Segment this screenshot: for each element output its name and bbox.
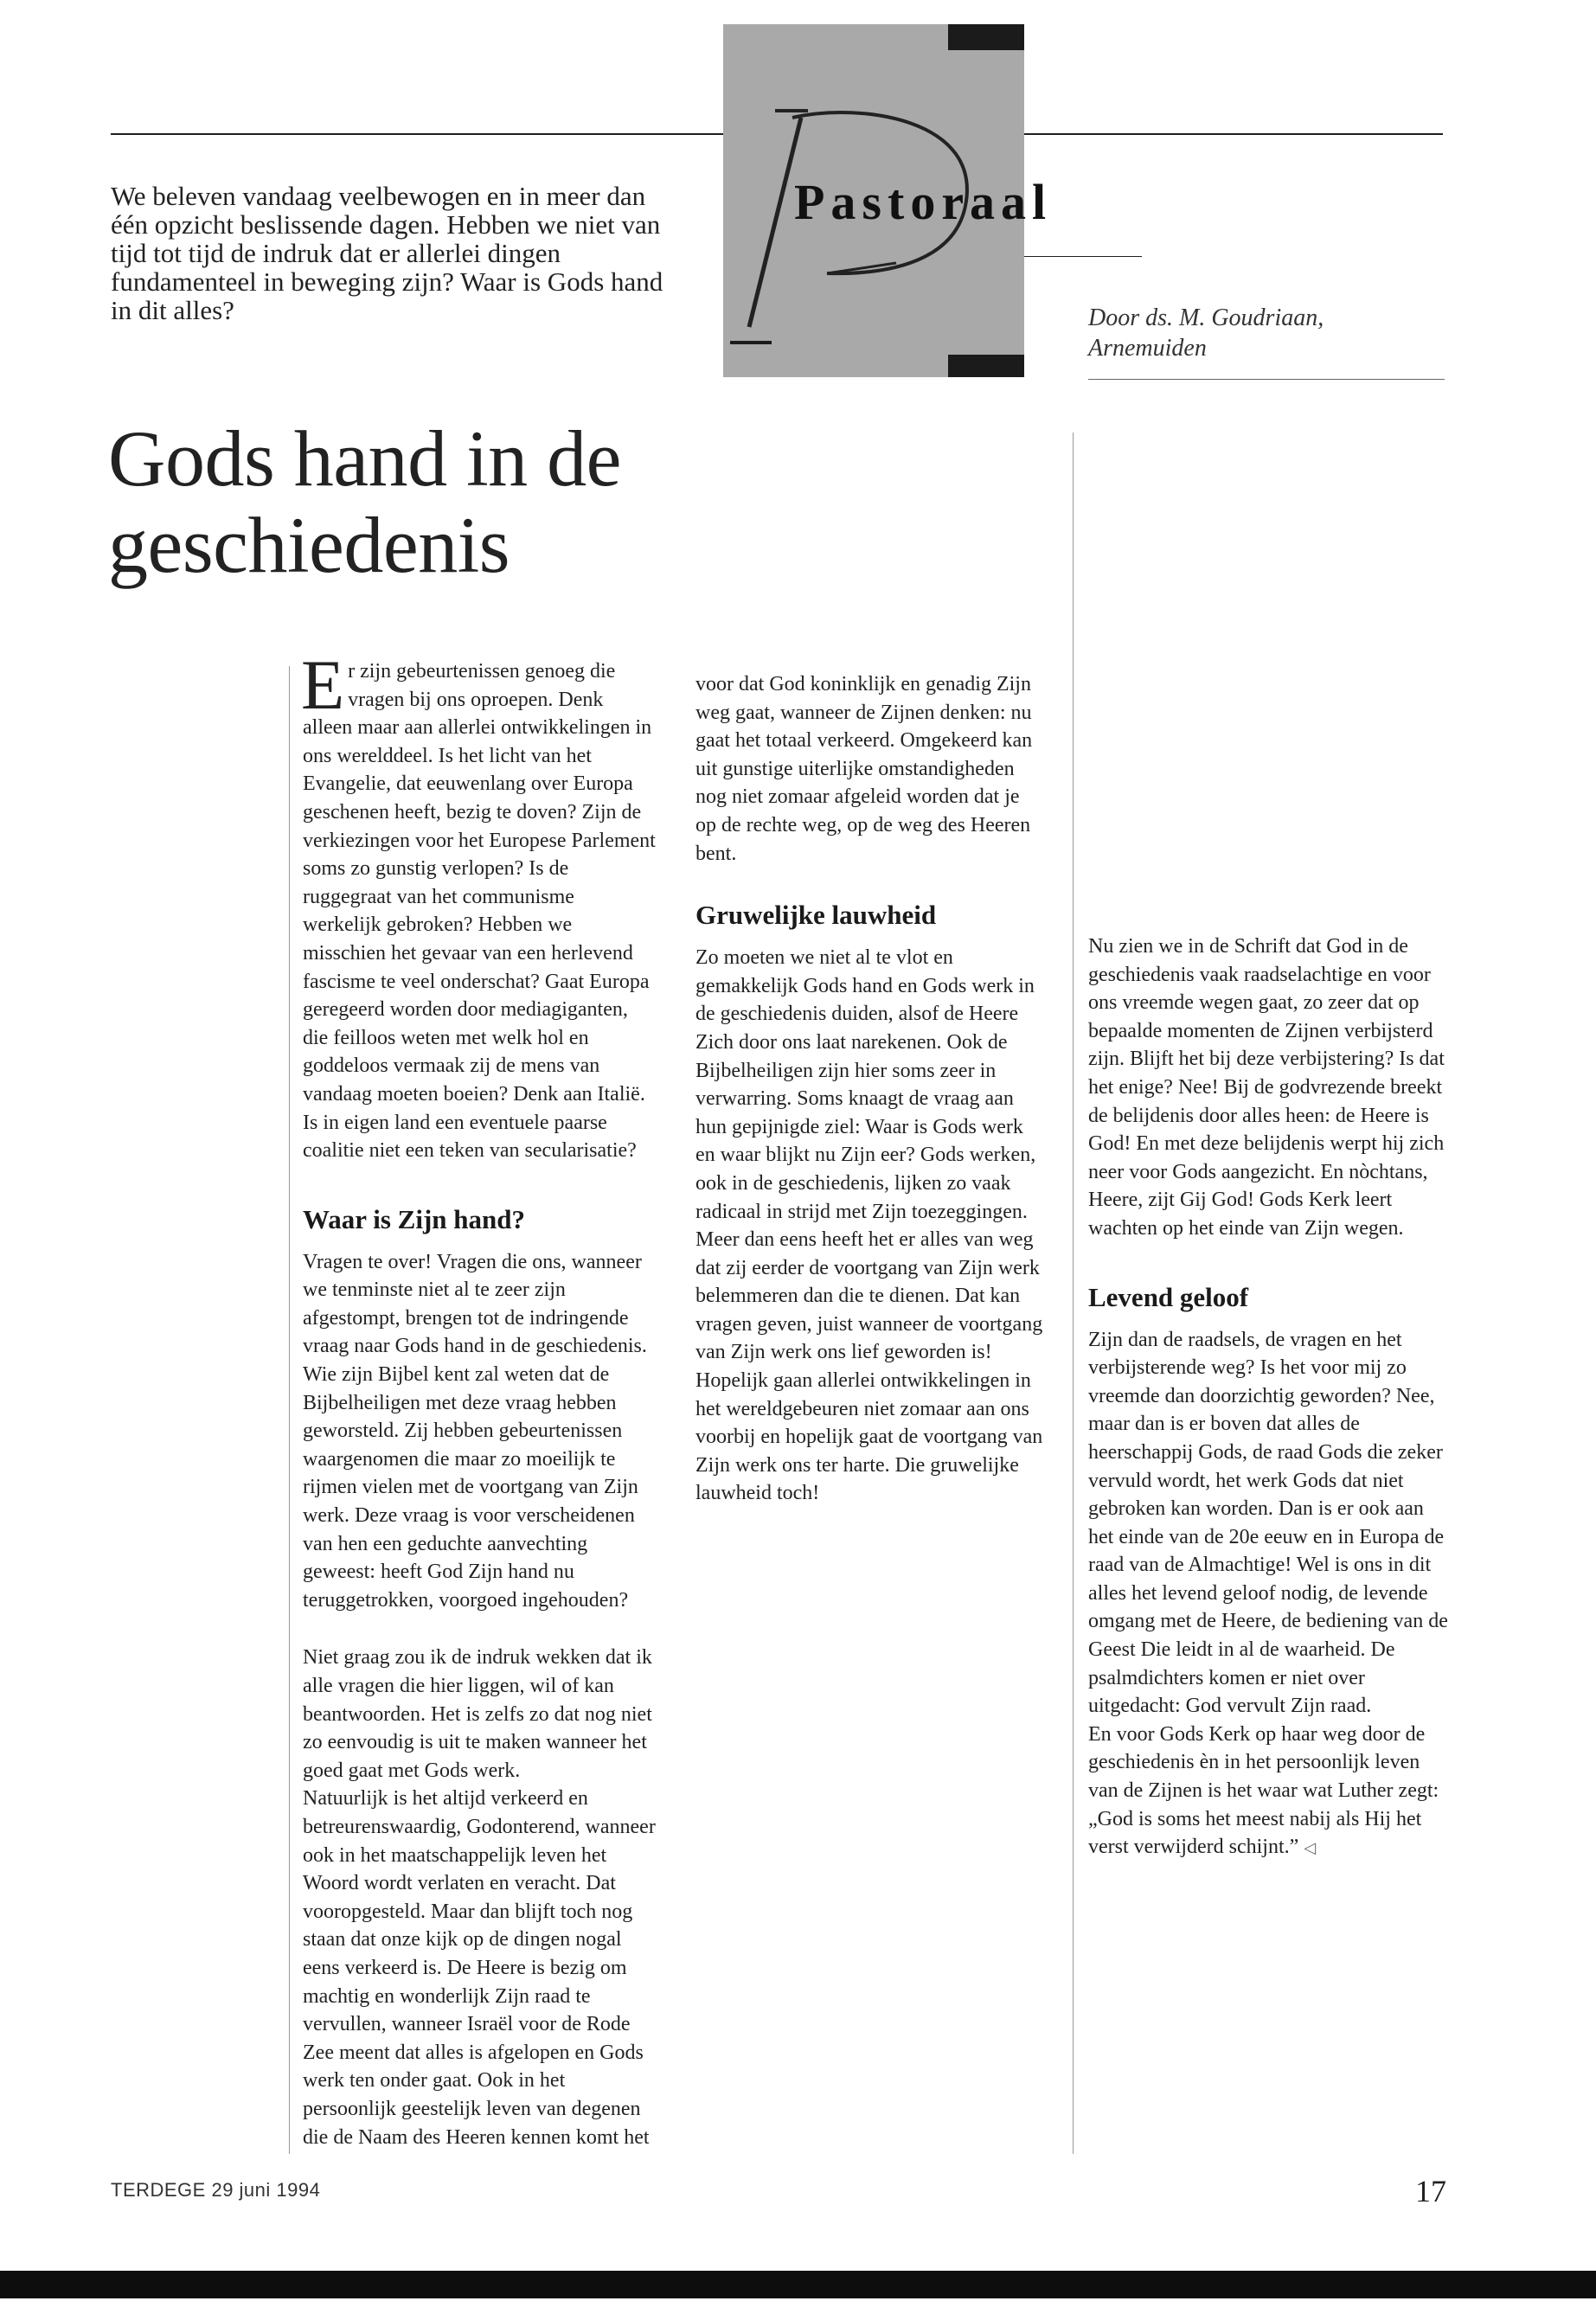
paragraph-4-continued: voor dat God koninklijk en genadig Zijn weg gaat, wanneer de Zijnen denken: nu gaat het totaal verkeerd. Omgekeerd kan uit gunstige uiterlijke omstandigheden nog niet zomaar afgeleid worden dat je op de rechte weg, op de weg des Heeren bent. — [695, 673, 1033, 865]
paragraph-3: Niet graag zou ik de indruk wekken dat ik alle vragen die hier liggen, wil of kan beantwoorden. Het is zelfs zo dat nog niet zo eenvoudig is uit te maken wanneer het goed gaat met Gods werk. — [303, 1646, 652, 1782]
page-number: 17 — [1415, 2174, 1446, 2208]
byline-author: Door ds. M. Goudriaan, — [1088, 304, 1324, 331]
footer-publication: TERDEGE 29 juni 1994 — [111, 2179, 321, 2201]
column-rule-2 — [1073, 433, 1074, 2154]
paragraph-2: Vragen te over! Vragen die ons, wanneer we tenminste niet al te zeer zijn afgestompt, brengen tot de indringende vraag naar Gods hand in de geschiedenis. Wie zijn Bijbel kent zal weten dat de Bijbelheiligen met deze vraag hebben geworsteld. Zij hebben gebeurtenissen waargenomen die maar zo moeilijk te rijmen vielen met de voortgang van Zijn werk. Deze vraag is voor verscheidenen van hen een geduchte aanvechting geweest: heeft God Zijn hand nu teruggetrokken, voorgoed ingehouden? — [303, 1250, 647, 1612]
byline — [1088, 303, 1452, 363]
article-title — [108, 415, 731, 588]
subheading-waar: Waar is Zijn hand? — [303, 1203, 525, 1234]
column-2 — [695, 899, 1043, 1508]
title-line-1: Gods hand in de — [108, 414, 621, 503]
column-1 — [301, 645, 657, 2151]
column-rule-1 — [289, 666, 290, 2154]
paragraph-4: Natuurlijk is het altijd verkeerd en betreurenswaardig, Godonterend, wanneer ook in het maatschappelijk leven het Woord wordt verlaten en veracht. Dat vooropgesteld. Maar dan blijft toch nog staan dat onze kijk op de dingen nogal eens verkeerd is. De Heere is bezig om machtig en wonderlijk Zijn raad te vervullen, wanneer Israël voor de Rode Zee meent dat alles is afgelopen en Gods werk ten onder gaat. Ook in het persoonlijk geestelijk leven van degenen die de Naam des Heeren kennen komt het — [303, 1787, 656, 2149]
paragraph-7: Zijn dan de raadsels, de vragen en het verbijsterende weg? Is het voor mij zo vreemde dan doorzichtig geworden? Nee, maar dan is er boven dat alles de heerschappij Gods, de raad Gods die zeker vervuld wordt, het werk Gods dat niet gebroken kan worden. Dan is er ook aan het einde van de 20e eeuw en in Europa de raad van de Almachtige! Wel is ons in dit alles het levend geloof nodig, de levende omgang met de Heere, de bediening van de Geest Die leidt in al de waarheid. De psalmdichters komen er niet over uitgedacht: God vervult Zijn raad. — [1088, 1328, 1448, 1718]
byline-rule — [1088, 379, 1445, 380]
byline-place: Arnemuiden — [1088, 335, 1207, 362]
title-line-2: geschiedenis — [108, 501, 510, 589]
rubric-underline — [1024, 256, 1142, 257]
column-2-top — [695, 670, 1043, 868]
paragraph-5: Zo moeten we niet al te vlot en gemakkelijk Gods hand en Gods werk in de geschiedenis duiden, alsof de Heere Zich door ons laat narekenen. Ook de Bijbelheiligen zijn hier soms zeer in verwarring. Soms knaagt de vraag aan hun gepijnigde ziel: Waar is Gods werk en waar blijkt nu Zijn eer? Gods werken, ook in de geschiedenis, lijken zo vaak radicaal in strijd met Zijn toezeggingen. Meer dan eens heeft het er alles van weg dat zij eerder de voortgang van Zijn werk belemmeren dan die te dienen. Dat kan vragen geven, juist wanneer de voortgang van Zijn werk ons lief geworden is! Hopelijk gaan allerlei ontwikkelingen in het wereldgebeuren niet zomaar aan ons voorbij en hopelijk gaat de voortgang van Zijn werk ons ter harte. Die gruwelijke lauwheid toch! — [695, 946, 1043, 1505]
subheading-gruwelijke: Gruwelijke lauwheid — [695, 900, 937, 931]
end-mark-icon: ◁ — [1304, 1839, 1317, 1857]
top-rule-right — [1024, 133, 1443, 135]
paragraph-6: Nu zien we in de Schrift dat God in de geschiedenis vaak raadselachtige en voor ons vreemde wegen gaat, zo zeer dat op bepaalde momenten de Zijnen verbijsterd zijn. Blijft het bij deze verbijstering? Is dat het enige? Nee! Bij de godvrezende breekt de belijdenis door alles heen: de Heere is God! En met deze belijdenis werpt hij zich neer voor Gods aangezicht. En nòchtans, Heere, zijt Gij God! Gods Kerk leert wachten op het einde van Zijn wegen. — [1088, 935, 1445, 1240]
bottom-bar — [0, 2271, 1596, 2298]
intro-text: We beleven vandaag veelbewogen en in meer dan één opzicht beslissende dagen. Hebben we niet van tijd tot tijd de indruk dat er allerlei dingen fundamenteel in beweging zijn? Waar is Gods hand in dit alles? — [111, 181, 663, 325]
top-rule-left — [111, 133, 723, 135]
paragraph-8: En voor Gods Kerk op haar weg door de geschiedenis èn in het persoonlijk leven van de Zijnen is het waar wat Luther zegt: „God is soms het meest nabij als Hij het verst verwijderd schijnt.” ◁ — [1088, 1722, 1439, 1859]
paragraph-1: Er zijn gebeurtenissen genoeg die vragen bij ons oproepen. Denk alleen maar aan allerlei ontwikkelingen in ons werelddeel. Is het licht van het Evangelie, dat eeuwenlang over Europa geschenen heeft, bezig te doven? Zijn de verkiezingen voor het Europese Parlement soms zo gunstig verlopen? Is de ruggegraat van het communisme werkelijk gebroken? Hebben we misschien het gevaar van een herlevend fascisme te veel onderschat? Gaat Europa geregeerd worden door mediagiganten, die feilloos weten met welk hol en goddeloos vermaak zij de mens van vandaag moeten boeien? Denk aan Italië. Is in eigen land een eventuele paarse coalitie niet een teken van secularisatie? — [301, 645, 656, 1163]
subheading-levend: Levend geloof — [1088, 1281, 1249, 1312]
rubric-title: Pastoraal — [794, 174, 1053, 230]
drop-cap: E — [301, 645, 345, 724]
column-3 — [1088, 933, 1452, 1862]
